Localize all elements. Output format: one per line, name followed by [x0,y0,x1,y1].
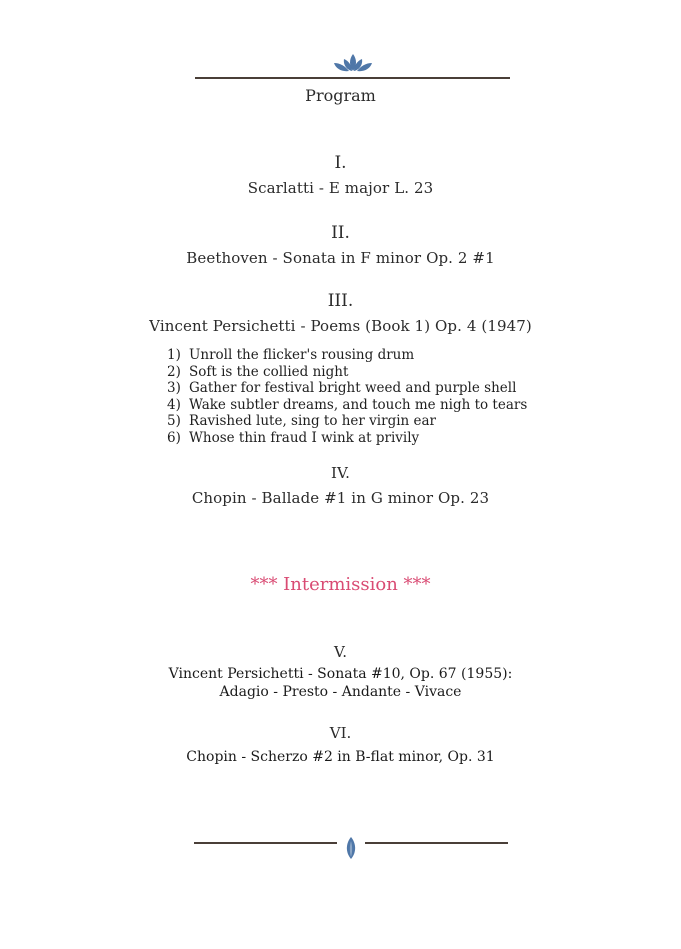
list-item-title: Ravished lute, sing to her virgin ear [189,413,437,429]
list-item-number: 4) [167,396,181,413]
movement-numeral: III. [327,291,354,311]
list-item [167,380,527,397]
movement-numeral: II. [331,223,350,243]
piece-title: Chopin - Scherzo #2 in B-flat minor, Op. 31 [186,749,495,765]
list-item-title: Unroll the flicker's rousing drum [189,347,415,363]
poem-list [167,347,527,446]
list-item-title: Whose thin fraud I wink at privily [189,429,420,446]
movement-numeral: I. [334,153,347,173]
piece-title: Scarlatti - E major L. 23 [247,179,434,197]
list-item-title: Gather for festival bright weed and purple shell [189,380,517,396]
list-item-number: 5) [167,413,181,429]
list-item-title: Soft is the collied night [189,363,349,380]
list-item [167,347,527,364]
piece-title-line: Vincent Persichetti - Sonata #10, Op. 67 (1955): [168,666,513,682]
leaf-ornament-icon [340,835,362,863]
piece-title: Vincent Persichetti - Poems (Book 1) Op. 4 (1947) [149,317,532,335]
movement-numeral: V. [334,643,347,661]
list-item-number: 1) [167,347,181,363]
list-item [167,413,527,430]
list-item-number: 3) [167,380,181,396]
top-divider [195,77,510,79]
bottom-divider-right [365,842,508,844]
piece-title [0,665,681,701]
list-item [167,397,527,414]
bottom-divider-left [194,842,337,844]
intermission-label: *** Intermission *** [250,574,431,595]
lotus-ornament-icon [331,52,375,74]
list-item-number: 2) [167,363,181,380]
list-item [167,364,527,381]
list-item [167,430,527,447]
list-item-title: Wake subtler dreams, and touch me nigh to tears [189,396,528,413]
page-title: Program [305,86,376,105]
movement-numeral: IV. [331,464,350,482]
piece-movements-line: Adagio - Presto - Andante - Vivace [219,684,462,700]
list-item-number: 6) [167,429,181,446]
piece-title: Chopin - Ballade #1 in G minor Op. 23 [191,489,490,507]
piece-title: Beethoven - Sonata in F minor Op. 2 #1 [186,249,495,267]
movement-numeral: VI. [329,724,352,742]
